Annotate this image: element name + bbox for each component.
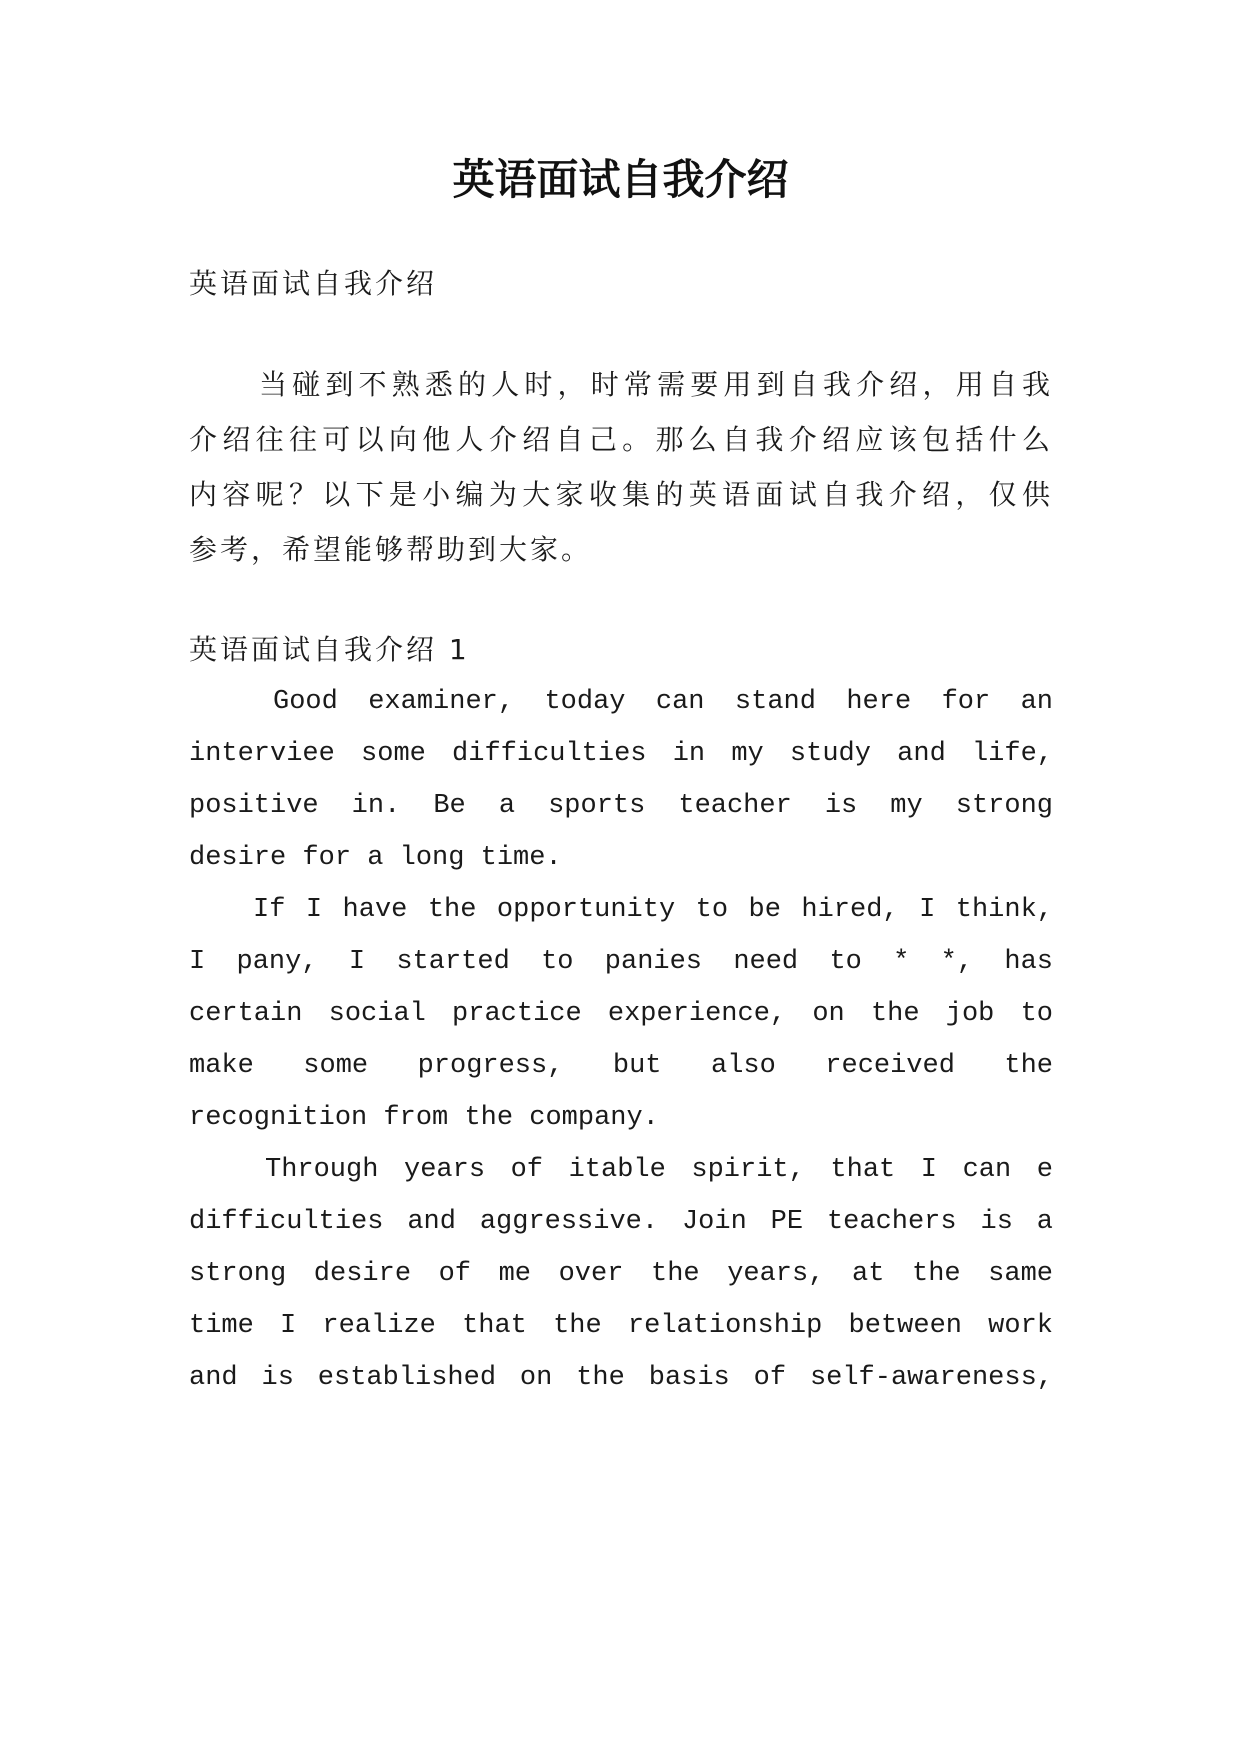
- document-title: 英语面试自我介绍: [452, 155, 789, 204]
- paragraph-line: recognition from the company.: [189, 1103, 659, 1133]
- paragraph-line: interviee some difficulties in my study and life,: [189, 739, 1053, 769]
- intro-line: 参考，希望能够帮助到大家。: [189, 533, 593, 566]
- paragraph-line: If I have the opportunity to be hired, I think,: [253, 895, 1053, 925]
- intro-line: 当碰到不熟悉的人时，时常需要用到自我介绍，用自我: [259, 368, 1053, 401]
- paragraph-line: I pany, I started to panies need to * *, has: [189, 947, 1053, 977]
- intro-line: 内容呢？以下是小编为大家收集的英语面试自我介绍，仅供: [189, 478, 1053, 511]
- paragraph-line: strong desire of me over the years, at the same: [189, 1259, 1053, 1289]
- paragraph-line: positive in. Be a sports teacher is my strong: [189, 791, 1053, 821]
- paragraph-line: desire for a long time.: [189, 843, 562, 873]
- section-heading: 英语面试自我介绍 1: [189, 633, 470, 666]
- paragraph-line: Good examiner, today can stand here for an: [273, 687, 1053, 717]
- paragraph-line: difficulties and aggressive. Join PE teachers is a: [189, 1207, 1053, 1237]
- paragraph-line: certain social practice experience, on the job to: [189, 999, 1053, 1029]
- document-subtitle: 英语面试自我介绍: [189, 267, 438, 300]
- paragraph-line: and is established on the basis of self-awareness,: [189, 1363, 1053, 1393]
- intro-line: 介绍往往可以向他人介绍自己。那么自我介绍应该包括什么: [189, 423, 1053, 456]
- paragraph-line: make some progress, but also received the: [189, 1051, 1053, 1081]
- paragraph-line: Through years of itable spirit, that I can e: [265, 1155, 1053, 1185]
- paragraph-line: time I realize that the relationship between work: [189, 1311, 1053, 1341]
